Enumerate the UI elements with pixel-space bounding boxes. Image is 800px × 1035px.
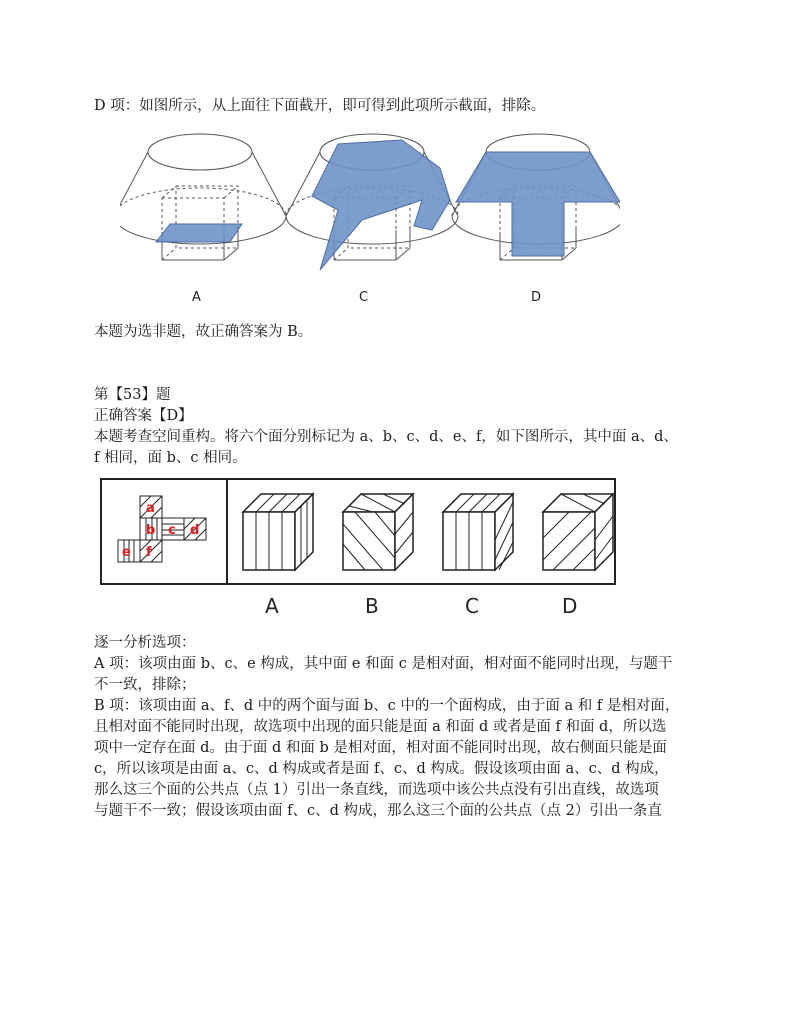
frustum-label-a: A — [192, 290, 201, 305]
q53-title: 第【53】题 — [94, 387, 171, 403]
net-face-b: b — [146, 523, 156, 538]
analysis-line-8: 与题干不一致；假设该项由面 f、c、d 构成，那么这三个面的公共点（点 2）引出一条直 — [94, 803, 662, 819]
analysis-heading: 逐一分析选项： — [94, 635, 196, 651]
analysis-line-4: 且相对面不能同时出现，故选项中出现的面只能是面 a 和面 d 或者是面 f 和面 d，所以选 — [94, 719, 667, 735]
frustum-label-c: C — [359, 290, 369, 305]
net-face-d: d — [190, 523, 200, 538]
cube-option-a: A — [265, 594, 279, 618]
analysis-line-3: B 项：该项由面 a、f、d 中的两个面与面 b、c 中的一个面构成，由于面 a 和 f 是相对面， — [94, 698, 680, 714]
net-face-a: a — [146, 501, 155, 516]
q53-answer: 正确答案【D】 — [94, 408, 193, 424]
cube-option-d: D — [562, 594, 578, 618]
frustum-label-d: D — [531, 290, 542, 305]
analysis-line-7: 那么这三个面的公共点（点 1）引出一条直线，而选项中该公共点没有引出直线，故选项 — [94, 782, 659, 798]
cube-net-figure — [100, 478, 620, 586]
analysis-line-1: A 项：该项由面 b、c、e 构成，其中面 e 和面 c 是相对面，相对面不能同时出现，与题干 — [94, 656, 673, 672]
net-face-f: f — [146, 545, 152, 560]
cube-option-b: B — [365, 594, 379, 618]
conclusion-text: 本题为选非题，故正确答案为 B。 — [94, 324, 313, 340]
section-d-shape — [456, 152, 620, 256]
cube-option-c: C — [465, 594, 479, 618]
q53-intro-line-1: 本题考查空间重构。将六个面分别标记为 a、b、c、d、e、f，如下图所示，其中面 a、d、 — [94, 429, 678, 445]
net-face-e: e — [122, 545, 131, 560]
d-option-text: D 项：如图所示，从上面往下面截开，即可得到此项所示截面，排除。 — [94, 98, 546, 114]
section-a-shape — [156, 224, 242, 242]
analysis-line-2: 不一致，排除； — [94, 677, 196, 693]
net-face-c: c — [168, 523, 176, 538]
frustum-sections-figure — [120, 130, 620, 315]
analysis-line-6: c，所以该项是由面 a、c、d 构成或者是面 f、c、d 构成。假设该项由面 a、c、d 构成， — [94, 761, 669, 777]
section-c-shape — [312, 140, 450, 270]
analysis-line-5: 项中一定存在面 d。由于面 d 和面 b 是相对面，相对面不能同时出现，故右侧面只能是面 — [94, 740, 667, 756]
q53-intro-line-2: f 相同，面 b、c 相同。 — [94, 450, 247, 466]
